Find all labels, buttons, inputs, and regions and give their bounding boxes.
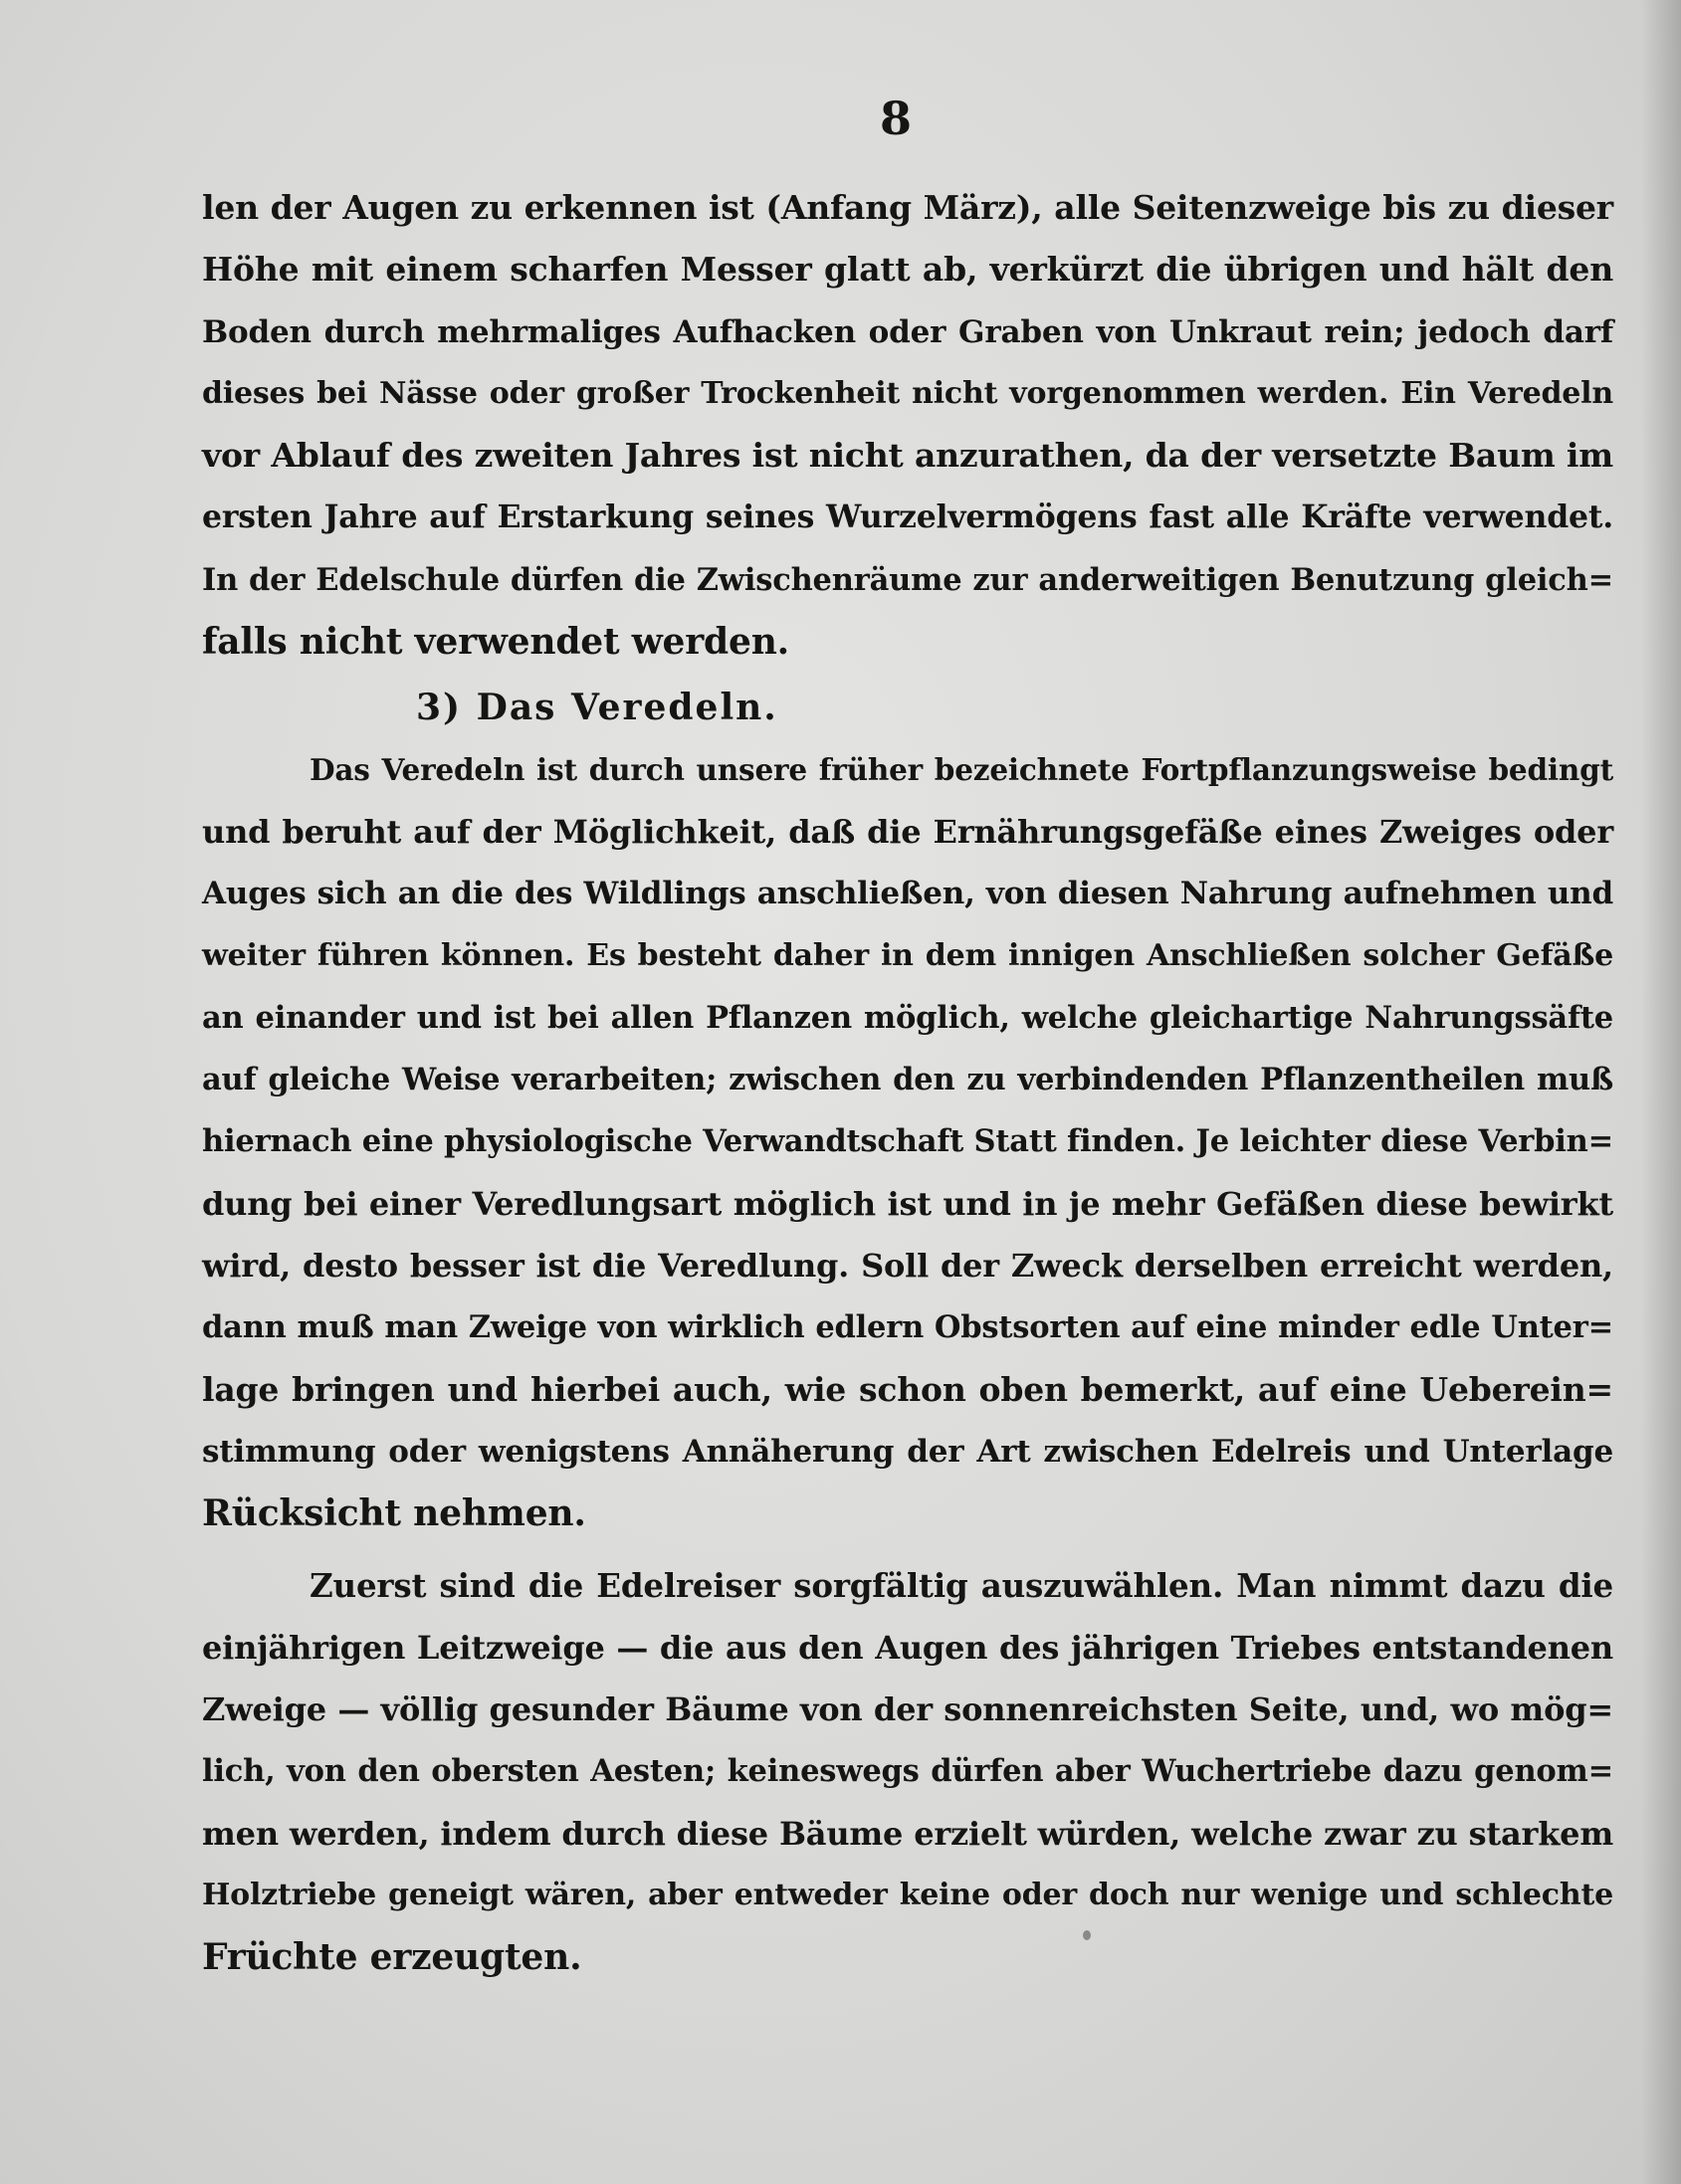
text-line: lich, von den obersten Aesten; keineswegs dürfen aber Wuchertriebe dazu genom= (202, 1753, 1613, 1790)
text-line: men werden, indem durch diese Bäume erzielt würden, welche zwar zu starkem (202, 1814, 1613, 1853)
body-text (202, 177, 1613, 1989)
text-line: hiernach eine physiologische Verwandtschaft Statt finden. Je leichter diese Verbin= (202, 1123, 1613, 1160)
text-line: Holztriebe geneigt wären, aber entweder keine oder doch nur wenige und schlechte (202, 1878, 1613, 1913)
text-line: wird, desto besser ist die Veredlung. Soll der Zweck derselben erreicht werden, (202, 1247, 1613, 1286)
section-heading: 3) Das Veredeln. (416, 687, 778, 729)
text-line: ersten Jahre auf Erstarkung seines Wurzelvermögens fast alle Kräfte verwendet. (202, 498, 1613, 536)
page-number: 8 (879, 92, 912, 145)
text-line: stimmung oder wenigstens Annäherung der Art zwischen Edelreis und Unterlage (202, 1433, 1613, 1470)
text-line: Auges sich an die des Wildlings anschließen, von diesen Nahrung aufnehmen und (202, 876, 1613, 912)
text-line: falls nicht verwendet werden. (202, 621, 790, 664)
text-line: len der Augen zu erkennen ist (Anfang März), alle Seitenzweige bis zu dieser (202, 188, 1613, 227)
text-line: und beruht auf der Möglichkeit, daß die Ernährungsgefäße eines Zweiges oder (202, 812, 1613, 851)
text-line: Das Veredeln ist durch unsere früher bezeichnete Fortpflanzungsweise bedingt (310, 751, 1613, 787)
paper-speck (1083, 1930, 1091, 1940)
text-line: Boden durch mehrmaliges Aufhacken oder Graben von Unkraut rein; jedoch darf (202, 313, 1613, 350)
text-line: vor Ablauf des zweiten Jahres ist nicht anzurathen, da der versetzte Baum im (202, 436, 1613, 476)
text-line: Höhe mit einem scharfen Messer glatt ab, verkürzt die übrigen und hält den (202, 250, 1613, 290)
text-line: dieses bei Nässe oder großer Trockenheit nicht vorgenommen werden. Ein Veredeln (202, 375, 1613, 411)
text-line: auf gleiche Weise verarbeiten; zwischen den zu verbindenden Pflanzentheilen muß (202, 1062, 1613, 1098)
paragraph-gap (202, 1545, 1613, 1555)
text-line: Früchte erzeugten. (202, 1936, 582, 1979)
text-line: In der Edelschule dürfen die Zwischenräume zur anderweitigen Benutzung gleich= (202, 561, 1613, 598)
text-line: lage bringen und hierbei auch, wie schon oben bemerkt, auf eine Ueberein= (202, 1369, 1613, 1409)
text-line: einjährigen Leitzweige — die aus den Augen des jährigen Triebes entstandenen (202, 1628, 1613, 1667)
text-line: dann muß man Zweige von wirklich edlern Obstsorten auf eine minder edle Unter= (202, 1309, 1613, 1346)
text-line: Zuerst sind die Edelreiser sorgfältig auszuwählen. Man nimmt dazu die (310, 1565, 1613, 1605)
text-line: weiter führen können. Es besteht daher in dem innigen Anschließen solcher Gefäße (202, 937, 1613, 973)
text-line: an einander und ist bei allen Pflanzen möglich, welche gleichartige Nahrungssäfte (202, 999, 1613, 1036)
text-line: Rücksicht nehmen. (202, 1492, 586, 1535)
page-edge-shadow (1641, 0, 1681, 2184)
text-line: Zweige — völlig gesunder Bäume von der sonnenreichsten Seite, und, wo mög= (202, 1690, 1613, 1729)
text-line: dung bei einer Veredlungsart möglich ist und in je mehr Gefäßen diese bewirkt (202, 1184, 1613, 1223)
